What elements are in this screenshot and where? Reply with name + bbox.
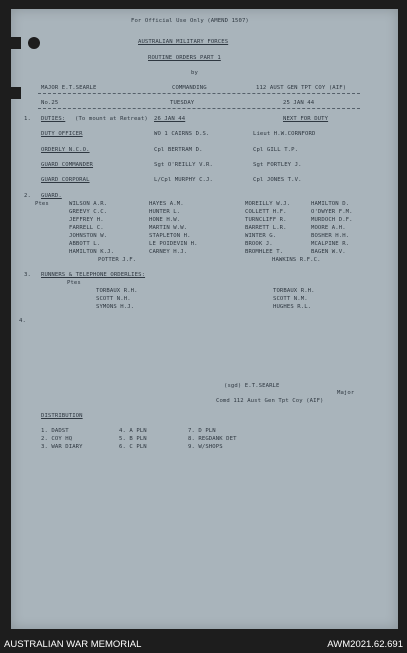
duty-label: GUARD COMMANDER — [41, 162, 94, 168]
guard-name: POTTER J.F. — [98, 257, 137, 263]
duty-current: Cpl BERTRAM D. — [154, 147, 203, 153]
signatory-unit: Comd 112 Aust Gen Tpt Coy (AIF) — [216, 398, 324, 404]
distribution-heading: DISTRIBUTION — [41, 413, 83, 419]
section-number: 4. — [19, 318, 26, 324]
guard-name: STAPLETON H. — [149, 233, 191, 239]
duty-current: WO 1 CAIRNS D.S. — [154, 131, 210, 137]
order-day: TUESDAY — [170, 100, 195, 106]
officer-name: MAJOR E.T.SEARLE — [41, 85, 97, 91]
guard-name: MCALPINE R. — [311, 241, 350, 247]
binder-tab — [11, 87, 21, 99]
duties-mount: (To mount at Retreat) — [75, 116, 148, 122]
document-page — [11, 9, 398, 629]
guard-name: TURNCLIFF R. — [245, 217, 287, 223]
guard-name: CARNEY H.J. — [149, 249, 188, 255]
section-number: 3. — [24, 272, 31, 278]
unit-name: 112 AUST GEN TPT COY (AIF) — [256, 85, 347, 91]
guard-name: ABBOTT L. — [69, 241, 101, 247]
guard-name: LE POIDEVIN H. — [149, 241, 198, 247]
duty-label: ORDERLY N.C.O. — [41, 147, 90, 153]
section-number: 2. — [24, 193, 31, 199]
duties-date: 26 JAN 44 — [154, 116, 186, 122]
duty-next: Sgt FORTLEY J. — [253, 162, 302, 168]
officer-role: COMMANDING — [172, 85, 207, 91]
guard-name: BAGEN W.V. — [311, 249, 346, 255]
guard-rank: Ptes — [35, 201, 49, 207]
by-text: by — [191, 70, 198, 76]
binder-tab — [11, 37, 21, 49]
duty-current: L/Cpl MURPHY C.J. — [154, 177, 213, 183]
distribution-item: 8. REGDANK DET — [188, 436, 237, 442]
runner-name: HUGHES R.L. — [273, 304, 312, 310]
signature: (sgd) E.T.SEARLE — [224, 383, 280, 389]
distribution-item: 9. W/SHOPS — [188, 444, 223, 450]
order-number: No.25 — [41, 100, 59, 106]
footer-institution: AUSTRALIAN WAR MEMORIAL — [4, 639, 142, 650]
duty-label: DUTY OFFICER — [41, 131, 83, 137]
guard-name: WILSON A.R. — [69, 201, 108, 207]
distribution-item: 5. B PLN — [119, 436, 147, 442]
section-number: 1. — [24, 116, 31, 122]
header-rule — [38, 108, 360, 109]
guard-name: HUNTER L. — [149, 209, 181, 215]
guard-name: HAMILTON K.J. — [69, 249, 115, 255]
footer-accession-number: AWM2021.62.691 — [327, 639, 403, 650]
guard-name: WINTER G. — [245, 233, 277, 239]
distribution-item: 6. C PLN — [119, 444, 147, 450]
archive-footer — [0, 636, 407, 653]
distribution-item: 2. COY HQ — [41, 436, 73, 442]
guard-name: FARRELL C. — [69, 225, 104, 231]
runners-rank: Ptes — [67, 280, 81, 286]
runner-name: TORBAUX R.H. — [273, 288, 315, 294]
runner-name: SYMONS H.J. — [96, 304, 135, 310]
force-heading: AUSTRALIAN MILITARY FORCES — [138, 39, 229, 45]
guard-name: JOHNSTON W. — [69, 233, 108, 239]
guard-name: BROMHLEE T. — [245, 249, 284, 255]
distribution-item: 1. DADST — [41, 428, 69, 434]
duty-next: Cpl GILL T.P. — [253, 147, 299, 153]
signatory-rank: Major — [337, 390, 355, 396]
order-date: 25 JAN 44 — [283, 100, 315, 106]
guard-name: HONE H.W. — [149, 217, 181, 223]
guard-name: BARRETT L.R. — [245, 225, 287, 231]
guard-name: BOSHER H.H. — [311, 233, 350, 239]
duty-next: Cpl JONES T.V. — [253, 177, 302, 183]
guard-name: MOREILLY W.J. — [245, 201, 291, 207]
distribution-item: 4. A PLN — [119, 428, 147, 434]
guard-name: HAWKINS R.F.C. — [272, 257, 321, 263]
guard-name: HAYES A.M. — [149, 201, 184, 207]
punch-hole — [28, 37, 40, 49]
duties-label: DUTIES: — [41, 116, 66, 122]
duty-next: Lieut H.W.CORNFORD — [253, 131, 316, 137]
next-for-duty-heading: NEXT FOR DUTY — [283, 116, 329, 122]
duty-current: Sgt O'REILLY V.R. — [154, 162, 213, 168]
header-rule — [38, 93, 360, 94]
classification-line: For Official Use Only (AMEND 1507) — [131, 18, 249, 24]
runners-label: RUNNERS & TELEPHONE ORDERLIES: — [41, 272, 146, 278]
runner-name: TORBAUX R.H. — [96, 288, 138, 294]
guard-label: GUARD. — [41, 193, 62, 199]
duty-label: GUARD CORPORAL — [41, 177, 90, 183]
distribution-item: 7. D PLN — [188, 428, 216, 434]
guard-name: GREEVY C.C. — [69, 209, 108, 215]
guard-name: COLLETT H.F. — [245, 209, 287, 215]
guard-name: MOORE A.H. — [311, 225, 346, 231]
runner-name: SCOTT N.M. — [273, 296, 308, 302]
guard-name: MURDOCH D.F. — [311, 217, 353, 223]
distribution-item: 3. WAR DIARY — [41, 444, 83, 450]
runner-name: SCOTT N.H. — [96, 296, 131, 302]
guard-name: MARTIN W.W. — [149, 225, 188, 231]
guard-name: O'DWYER F.M. — [311, 209, 353, 215]
guard-name: BROOK J. — [245, 241, 273, 247]
guard-name: JEFFREY H. — [69, 217, 104, 223]
guard-name: HAMILTON D. — [311, 201, 350, 207]
orders-title: ROUTINE ORDERS PART 1 — [148, 55, 221, 61]
